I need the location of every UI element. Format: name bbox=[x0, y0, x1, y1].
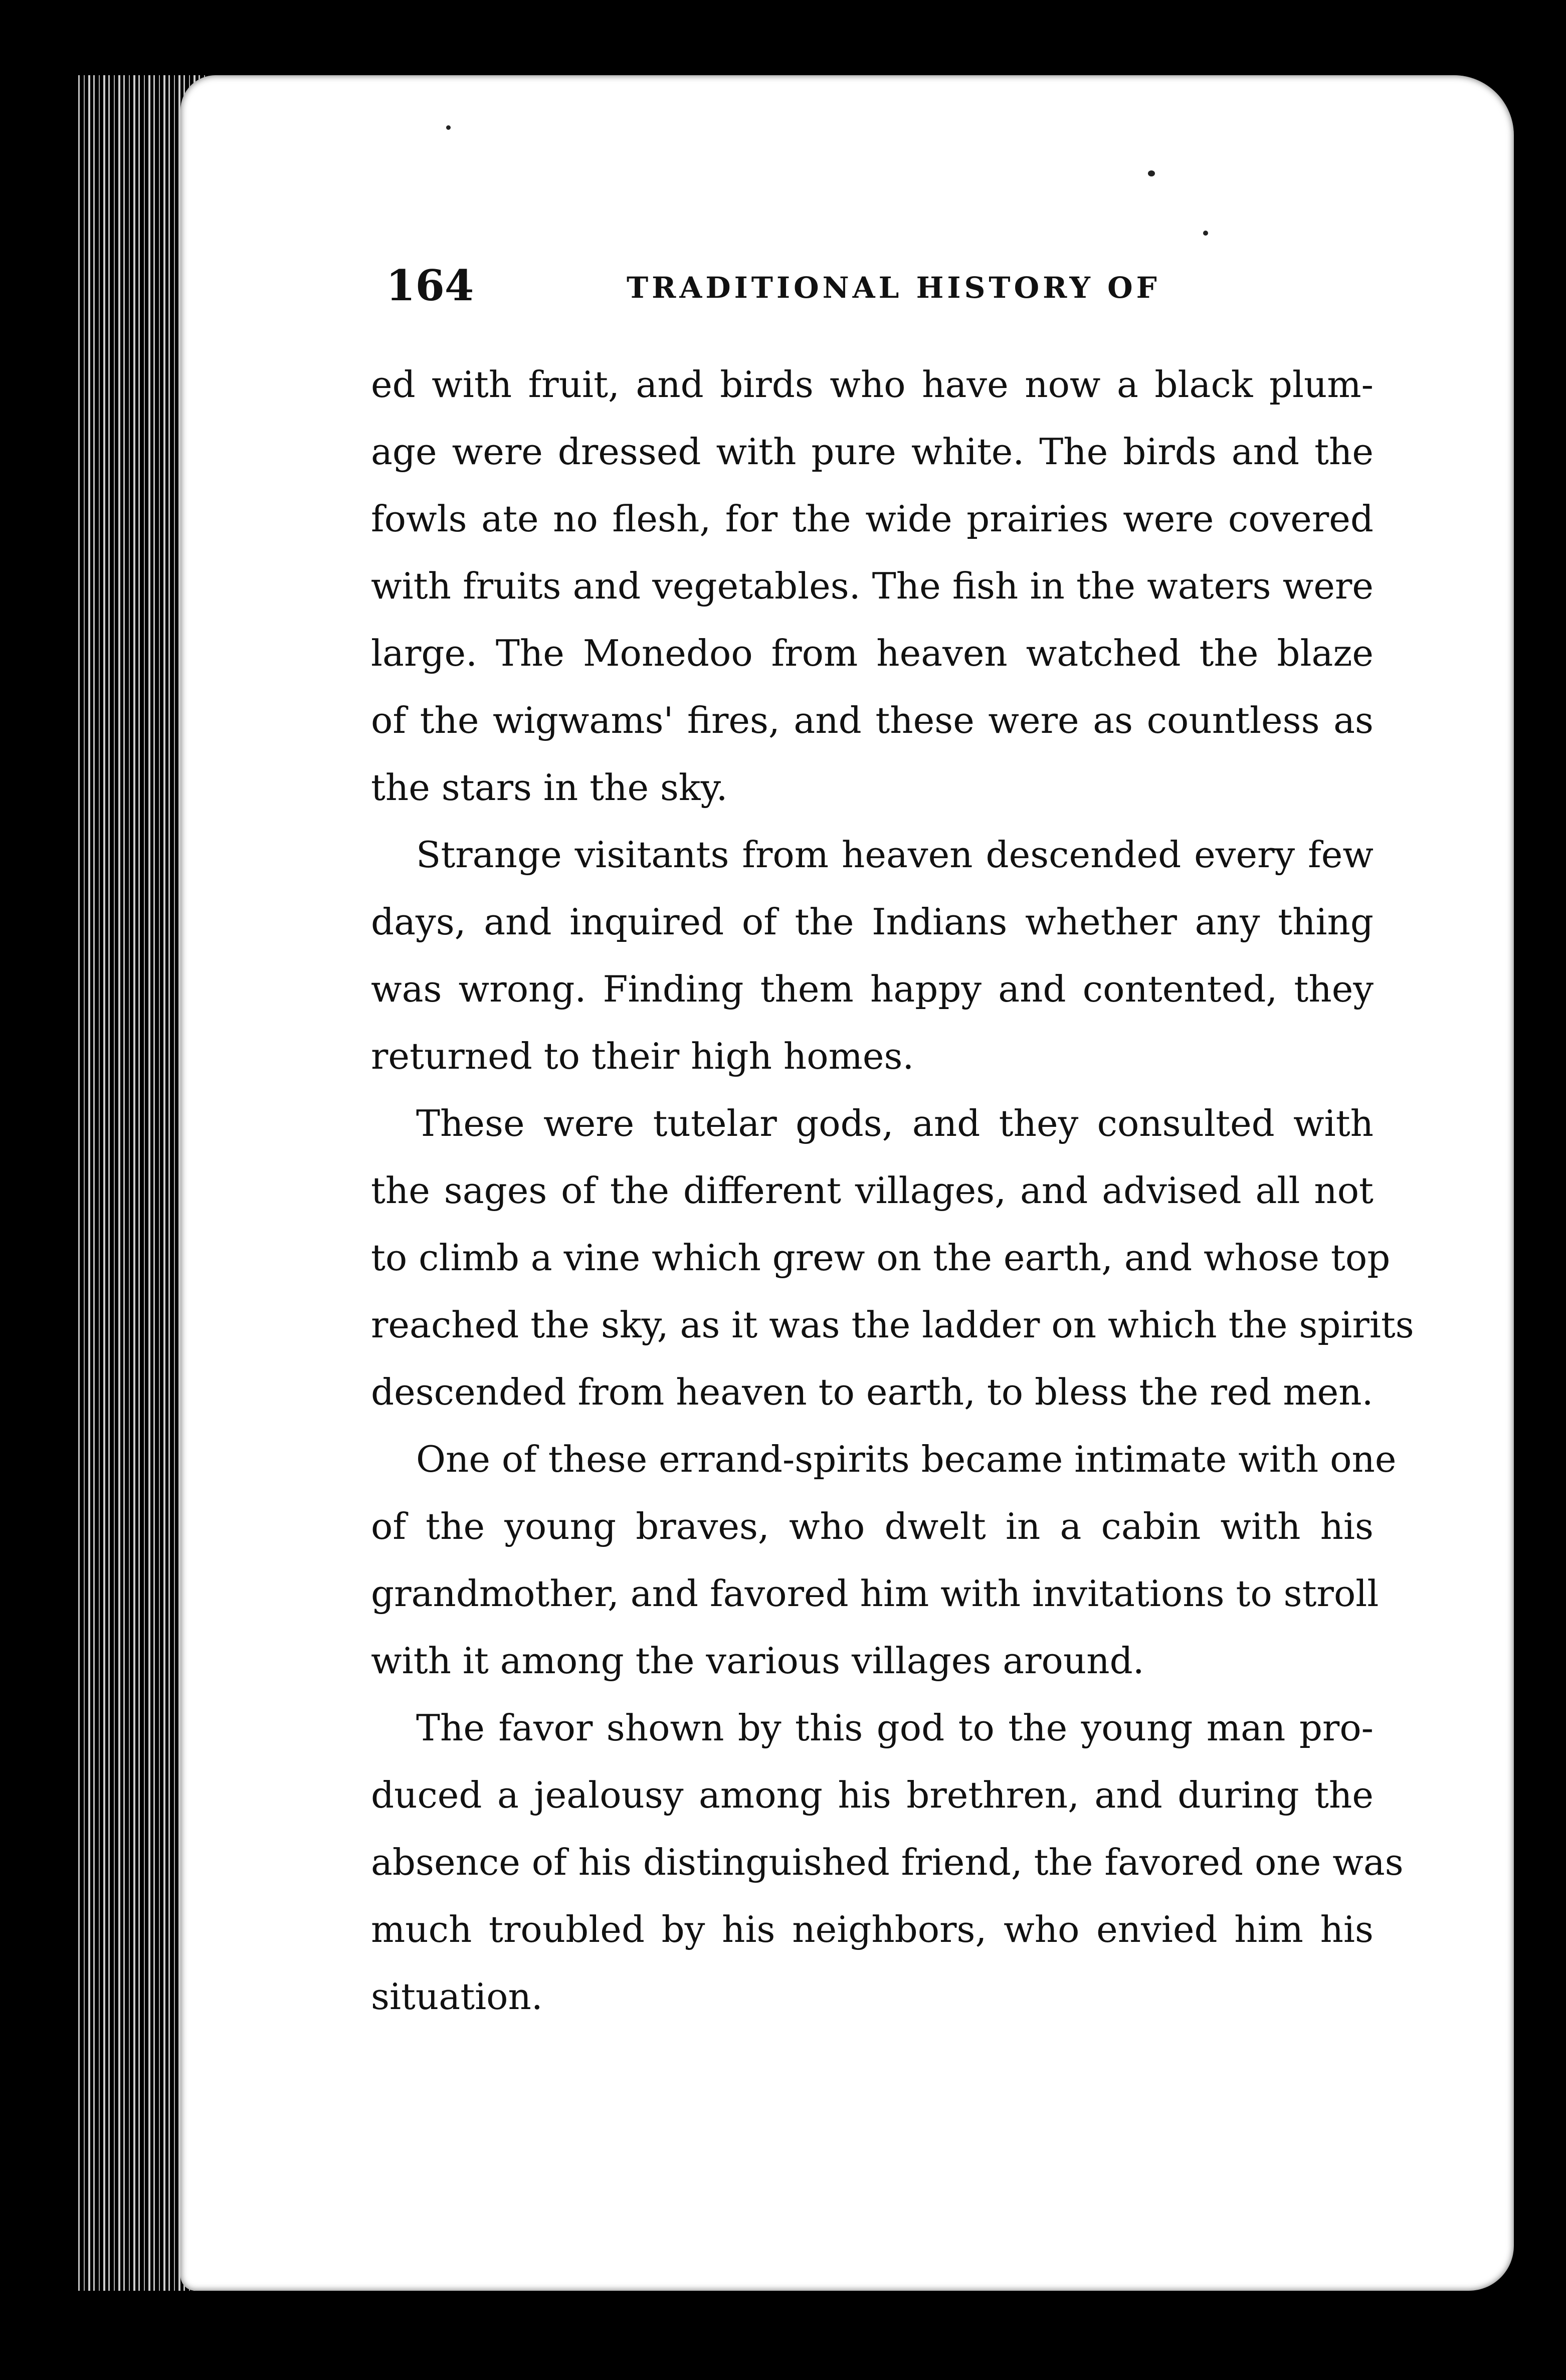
speck bbox=[1148, 170, 1155, 176]
text-line: fowls ate no flesh, for the wide prairies were covered bbox=[371, 498, 1374, 540]
paragraph bbox=[371, 821, 1374, 1090]
text-line: absence of his distinguished friend, the favored one was bbox=[371, 1841, 1404, 1883]
text-line: was wrong. Finding them happy and contented, they bbox=[371, 968, 1374, 1010]
text-line: situation. bbox=[371, 1975, 543, 2018]
body-text bbox=[371, 351, 1414, 2030]
text-line: with it among the various villages around. bbox=[371, 1640, 1144, 1682]
text-line: descended from heaven to earth, to bless the red men. bbox=[371, 1371, 1374, 1413]
paragraph bbox=[371, 1694, 1404, 2030]
text-line: days, and inquired of the Indians whether any thing bbox=[371, 901, 1374, 943]
text-line: much troubled by his neighbors, who envied him his bbox=[371, 1908, 1374, 1950]
text-line: Strange visitants from heaven descended every few bbox=[416, 834, 1374, 876]
text-line: the stars in the sky. bbox=[371, 766, 728, 809]
text-line: the sages of the different villages, and advised all not bbox=[371, 1169, 1374, 1212]
running-head: TRADITIONAL HISTORY OF bbox=[627, 271, 1160, 305]
paragraph bbox=[371, 351, 1374, 821]
text-line: reached the sky, as it was the ladder on which the spirits bbox=[371, 1304, 1414, 1346]
text-line: age were dressed with pure white. The birds and the bbox=[371, 431, 1374, 473]
page-header bbox=[386, 256, 1389, 316]
text-line: One of these errand-spirits became intimate with one bbox=[416, 1438, 1397, 1480]
text-line: duced a jealousy among his brethren, and during the bbox=[371, 1774, 1374, 1816]
speck bbox=[1203, 231, 1208, 236]
text-line: to climb a vine which grew on the earth, and whose top bbox=[371, 1237, 1391, 1279]
page-number: 164 bbox=[386, 261, 474, 310]
text-line: large. The Monedoo from heaven watched the blaze bbox=[371, 632, 1374, 674]
text-line: These were tutelar gods, and they consulted with bbox=[416, 1102, 1374, 1144]
text-line: returned to their high homes. bbox=[371, 1035, 914, 1077]
speck bbox=[446, 125, 451, 130]
paragraph bbox=[371, 1090, 1414, 1426]
text-line: with fruits and vegetables. The fish in the waters were bbox=[371, 565, 1374, 607]
text-line: of the young braves, who dwelt in a cabin with his bbox=[371, 1505, 1374, 1547]
paragraph bbox=[371, 1426, 1397, 1694]
text-line: grandmother, and favored him with invitations to stroll bbox=[371, 1572, 1379, 1615]
text-line: ed with fruit, and birds who have now a black plum- bbox=[371, 363, 1374, 406]
text-line: The favor shown by this god to the young man pro- bbox=[416, 1707, 1374, 1749]
text-line: of the wigwams' fires, and these were as countless as bbox=[371, 699, 1374, 741]
